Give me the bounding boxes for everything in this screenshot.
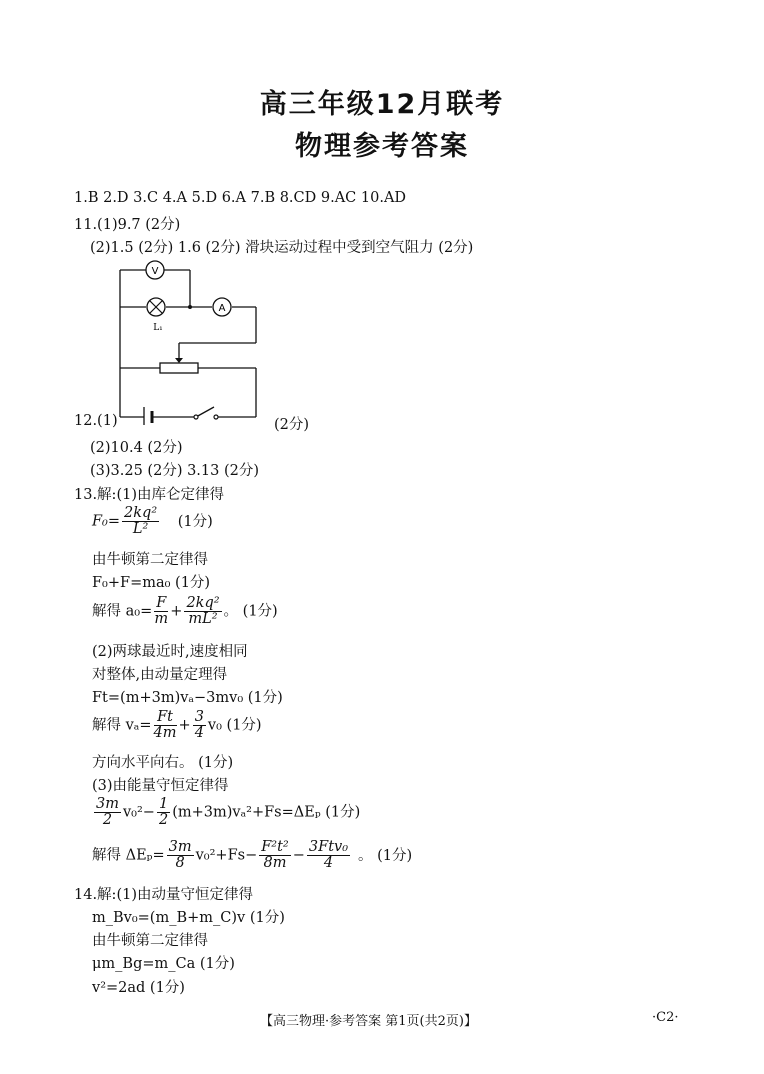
voltmeter-label: V (151, 266, 159, 277)
page-id: ·C2· (652, 1010, 679, 1025)
q13-line3: 由牛顿第二定律得 (92, 552, 208, 568)
rheostat-icon (160, 358, 198, 373)
q13-line11: (3)由能量守恒定律得 (92, 778, 229, 794)
q13-line1: 13.解:(1)由库仑定律得 (74, 487, 224, 503)
q13-dEp-eq: 解得 ΔEₚ= $\frac{3m}{8}$ v₀²+Fs− $\frac{\text{F²t²}}{8m}$ − $\frac{\text{3Ftv₀}}{4}$ 。 (1分) (92, 839, 413, 871)
q12-label: 12.(1) (74, 413, 118, 429)
q14-line2: m_Bv₀=(m_B+m_C)v (1分) (92, 910, 285, 926)
q13-line6: (2)两球最近时,速度相同 (92, 644, 248, 660)
battery-icon (144, 407, 152, 425)
q12-line2: (2)10.4 (2分) (90, 440, 183, 456)
ammeter-icon (213, 298, 231, 316)
q11-line2: (2)1.5 (2分) 1.6 (2分) 滑块运动过程中受到空气阻力 (2分) (90, 240, 474, 256)
circuit-diagram (108, 255, 268, 425)
q11-line1: 11.(1)9.7 (2分) (74, 217, 181, 233)
ammeter-label: A (218, 303, 226, 314)
page-footer: 【高三物理·参考答案 第1页(共2页)】 (260, 1014, 477, 1029)
lamp-icon (147, 298, 165, 333)
q12-score: (2分) (274, 417, 310, 433)
voltmeter-icon (146, 261, 164, 279)
mc-answers: 1.B 2.D 3.C 4.A 5.D 6.A 7.B 8.CD 9.AC 10.AD (74, 190, 407, 206)
q13-accel-eq: 解得 a₀= $\frac{F}{m}$ + $\frac{\text{2kq²}}{\text{mL²}}$ 。 (1分) (92, 595, 278, 627)
q13-line7: 对整体,由动量定理得 (92, 667, 228, 683)
q13-line8: Ft=(m+3m)vₐ−3mv₀ (1分) (92, 690, 283, 706)
junction-dot (188, 305, 192, 309)
page-title: 高三年级12月联考 (259, 89, 505, 120)
switch-icon (194, 415, 218, 419)
lamp-label: L₁ (153, 323, 163, 333)
page-subtitle: 物理参考答案 (295, 131, 469, 162)
q14-line3: 由牛顿第二定律得 (92, 933, 208, 949)
q14-line4: μm_Bg=m_Ca (1分) (92, 956, 235, 972)
q14-line1: 14.解:(1)由动量守恒定律得 (74, 887, 253, 903)
q13-line10: 方向水平向右。 (1分) (92, 755, 234, 771)
q13-energy-eq: $\frac{3m}{2}$ v₀²− $\frac{1}{2}$ (m+3m)vₐ²+Fs=ΔEₚ (1分) (96, 796, 361, 828)
q13-line4: F₀+F=ma₀ (1分) (92, 575, 211, 591)
q13-coulomb-eq: F₀= $\frac{\text{2kq²}}{\text{L²}}$ (1分) (92, 505, 213, 537)
q13-velocity-eq: 解得 vₐ= $\frac{Ft}{4m}$ + $\frac{3}{4}$ v₀ (1分) (92, 709, 262, 741)
q14-line5: v²=2ad (1分) (92, 980, 185, 996)
q12-line3: (3)3.25 (2分) 3.13 (2分) (90, 463, 260, 479)
